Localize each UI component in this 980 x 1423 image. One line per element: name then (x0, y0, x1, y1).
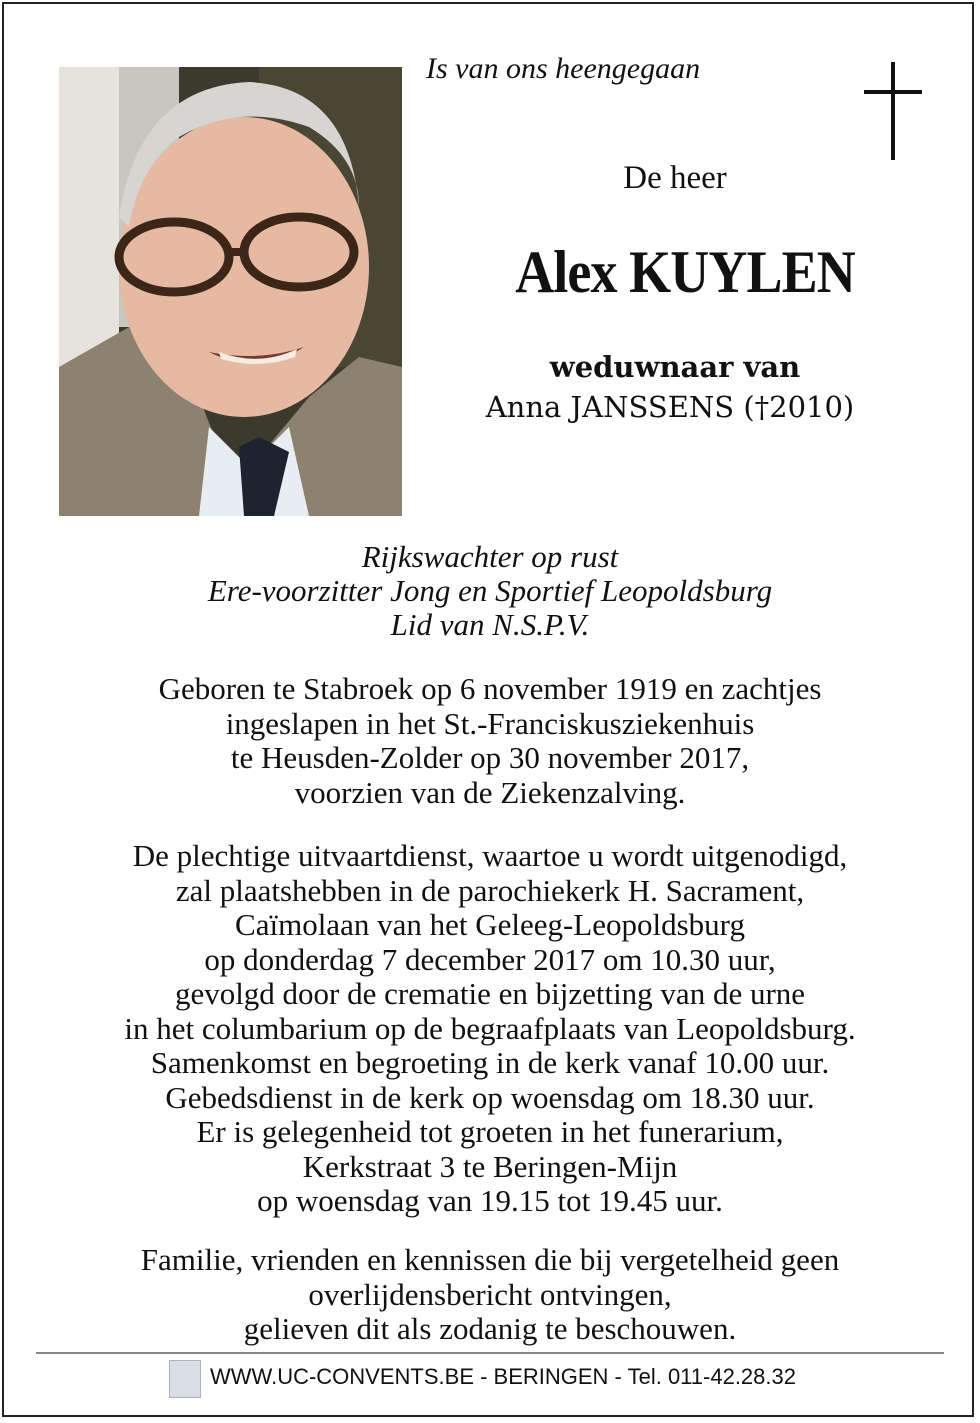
funeral-line: op woensdag van 19.15 tot 19.45 uur. (257, 1183, 723, 1218)
spouse-name: Anna JANSSENS (†2010) (485, 390, 855, 424)
closing-line: Familie, vrienden en kennissen die bij vergetelheid geen (140, 1242, 840, 1277)
roles-section (40, 540, 940, 642)
funeral-line: Caïmolaan van het Geleeg-Leopoldsburg (235, 907, 745, 942)
closing-section (40, 1243, 940, 1347)
portrait-illustration (59, 67, 402, 516)
closing-line: overlijdensbericht ontvingen, (308, 1276, 672, 1312)
footer-divider (36, 1352, 944, 1354)
funeral-line: zal plaatshebben in de parochiekerk H. Sacrament, (175, 872, 805, 908)
role-line: Lid van N.S.P.V. (390, 607, 590, 642)
birth-line: ingeslapen in het St.-Franciskusziekenhuis (225, 705, 755, 741)
birth-line: Geboren te Stabroek op 6 november 1919 en zachtjes (158, 671, 822, 706)
funeral-line: Samenkomst en begroeting in de kerk vanaf 10.00 uur. (150, 1045, 830, 1080)
birth-line: voorzien van de Ziekenzalving. (294, 774, 686, 810)
funeral-line: De plechtige uitvaartdienst, waartoe u wordt uitgenodigd, (132, 838, 848, 873)
role-line: Ere-voorzitter Jong en Sportief Leopoldsburg (207, 573, 773, 608)
funeral-line: Gebedsdienst in de kerk op woensdag om 18.30 uur. (165, 1079, 815, 1115)
funeral-line: Er is gelegenheid tot groeten in het funerarium, (196, 1114, 784, 1149)
funeral-line: in het columbarium op de begraafplaats van Leopoldsburg. (124, 1010, 856, 1046)
cross-icon (864, 62, 922, 160)
birth-section (40, 672, 940, 810)
funeral-line: gevolgd door de crematie en bijzetting van de urne (174, 976, 806, 1011)
birth-line: te Heusden-Zolder op 30 november 2017, (230, 740, 750, 775)
closing-line: gelieven dit als zodanig te beschouwen. (243, 1311, 737, 1346)
role-line: Rijkswachter op rust (361, 539, 619, 574)
funeral-home-logo-icon (169, 1360, 201, 1398)
funeral-section (40, 839, 940, 1219)
deceased-name: Alex KUYLEN (515, 239, 855, 305)
funeral-line: Kerkstraat 3 te Beringen-Mijn (302, 1148, 678, 1184)
portrait-photo (59, 67, 402, 516)
footer-contact: WWW.UC-CONVENTS.BE - BERINGEN - Tel. 011-42.28.32 (210, 1364, 796, 1389)
spouse-intro: weduwnaar van (549, 350, 801, 384)
intro-text: Is van ons heengegaan (426, 52, 701, 85)
salutation: De heer (623, 160, 727, 196)
funeral-line: op donderdag 7 december 2017 om 10.30 uur, (204, 941, 776, 977)
